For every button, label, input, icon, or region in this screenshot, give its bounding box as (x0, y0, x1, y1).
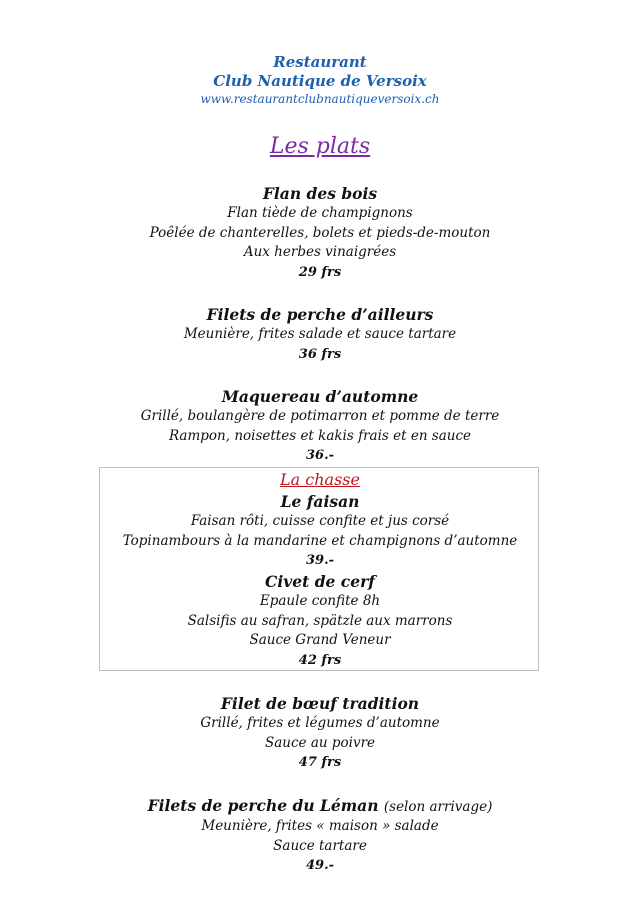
dish-price: 49.- (305, 858, 334, 873)
dish-desc-line: Flan tiède de champignons (227, 205, 413, 221)
dish-maquereau-automne (0, 387, 640, 465)
dish-desc-line: Topinambours à la mandarine et champignons d’automne (122, 532, 518, 549)
dish-name: Filet de bœuf tradition (220, 694, 420, 713)
dish-desc-line: Rampon, noisettes et kakis frais et en sauce (168, 427, 472, 444)
dish-desc-line: Aux herbes vinaigrées (243, 244, 397, 260)
page-title: Les plats (269, 134, 371, 159)
website-link[interactable]: www.restaurantclubnautiqueversoix.ch (200, 92, 440, 106)
dish-desc-line: Sauce au poivre (264, 734, 376, 751)
dish-name: Maquereau d’automne (221, 387, 419, 406)
dish-desc-line: Sauce Grand Veneur (249, 632, 391, 648)
dish-civet-de-cerf (0, 572, 640, 670)
dish-desc-line: Sauce tartare (273, 837, 367, 854)
dish-desc-line: Meunière, frites « maison » salade (201, 818, 439, 834)
dish-filets-perche-leman (0, 796, 640, 875)
dish-filet-boeuf-tradition (0, 694, 640, 772)
dish-availability-note: (selon arrivage) (383, 799, 493, 815)
dish-price: 36.- (305, 448, 334, 463)
dish-le-faisan (0, 492, 640, 570)
dish-name: Le faisan (280, 492, 360, 511)
dish-name: Civet de cerf (265, 572, 375, 591)
dish-price: 39.- (305, 553, 334, 568)
dish-name: Flan des bois (262, 184, 378, 203)
dish-price: 47 frs (298, 755, 342, 770)
dish-flan-des-bois (0, 184, 640, 282)
dish-price: 36 frs (298, 346, 342, 362)
dish-desc-line: Epaule confite 8h (259, 593, 381, 609)
restaurant-header (0, 53, 640, 107)
dish-desc-line: Meunière, frites salade et sauce tartare (183, 326, 457, 342)
dish-desc-line: Salsifis au safran, spätzle aux marrons (187, 612, 453, 629)
dish-desc-line: Faisan rôti, cuisse confite et jus corsé (190, 513, 450, 529)
dish-price: 42 frs (298, 652, 342, 668)
dish-name: Filets de perche d’ailleurs (206, 305, 434, 324)
header-line-1: Restaurant (273, 53, 367, 71)
dish-desc-line: Poêlée de chanterelles, bolets et pieds-de-mouton (149, 224, 491, 241)
header-line-2: Club Nautique de Versoix (213, 72, 427, 90)
dish-price: 29 frs (298, 264, 342, 280)
dish-filets-perche-ailleurs (0, 305, 640, 364)
dish-name: Filets de perche du Léman (147, 796, 379, 815)
dish-desc-line: Grillé, boulangère de potimarron et pomme de terre (140, 408, 500, 424)
dish-name-row (0, 796, 640, 817)
dish-desc-line: Grillé, frites et légumes d’automne (200, 715, 440, 731)
chasse-section-title: La chasse (280, 470, 360, 489)
